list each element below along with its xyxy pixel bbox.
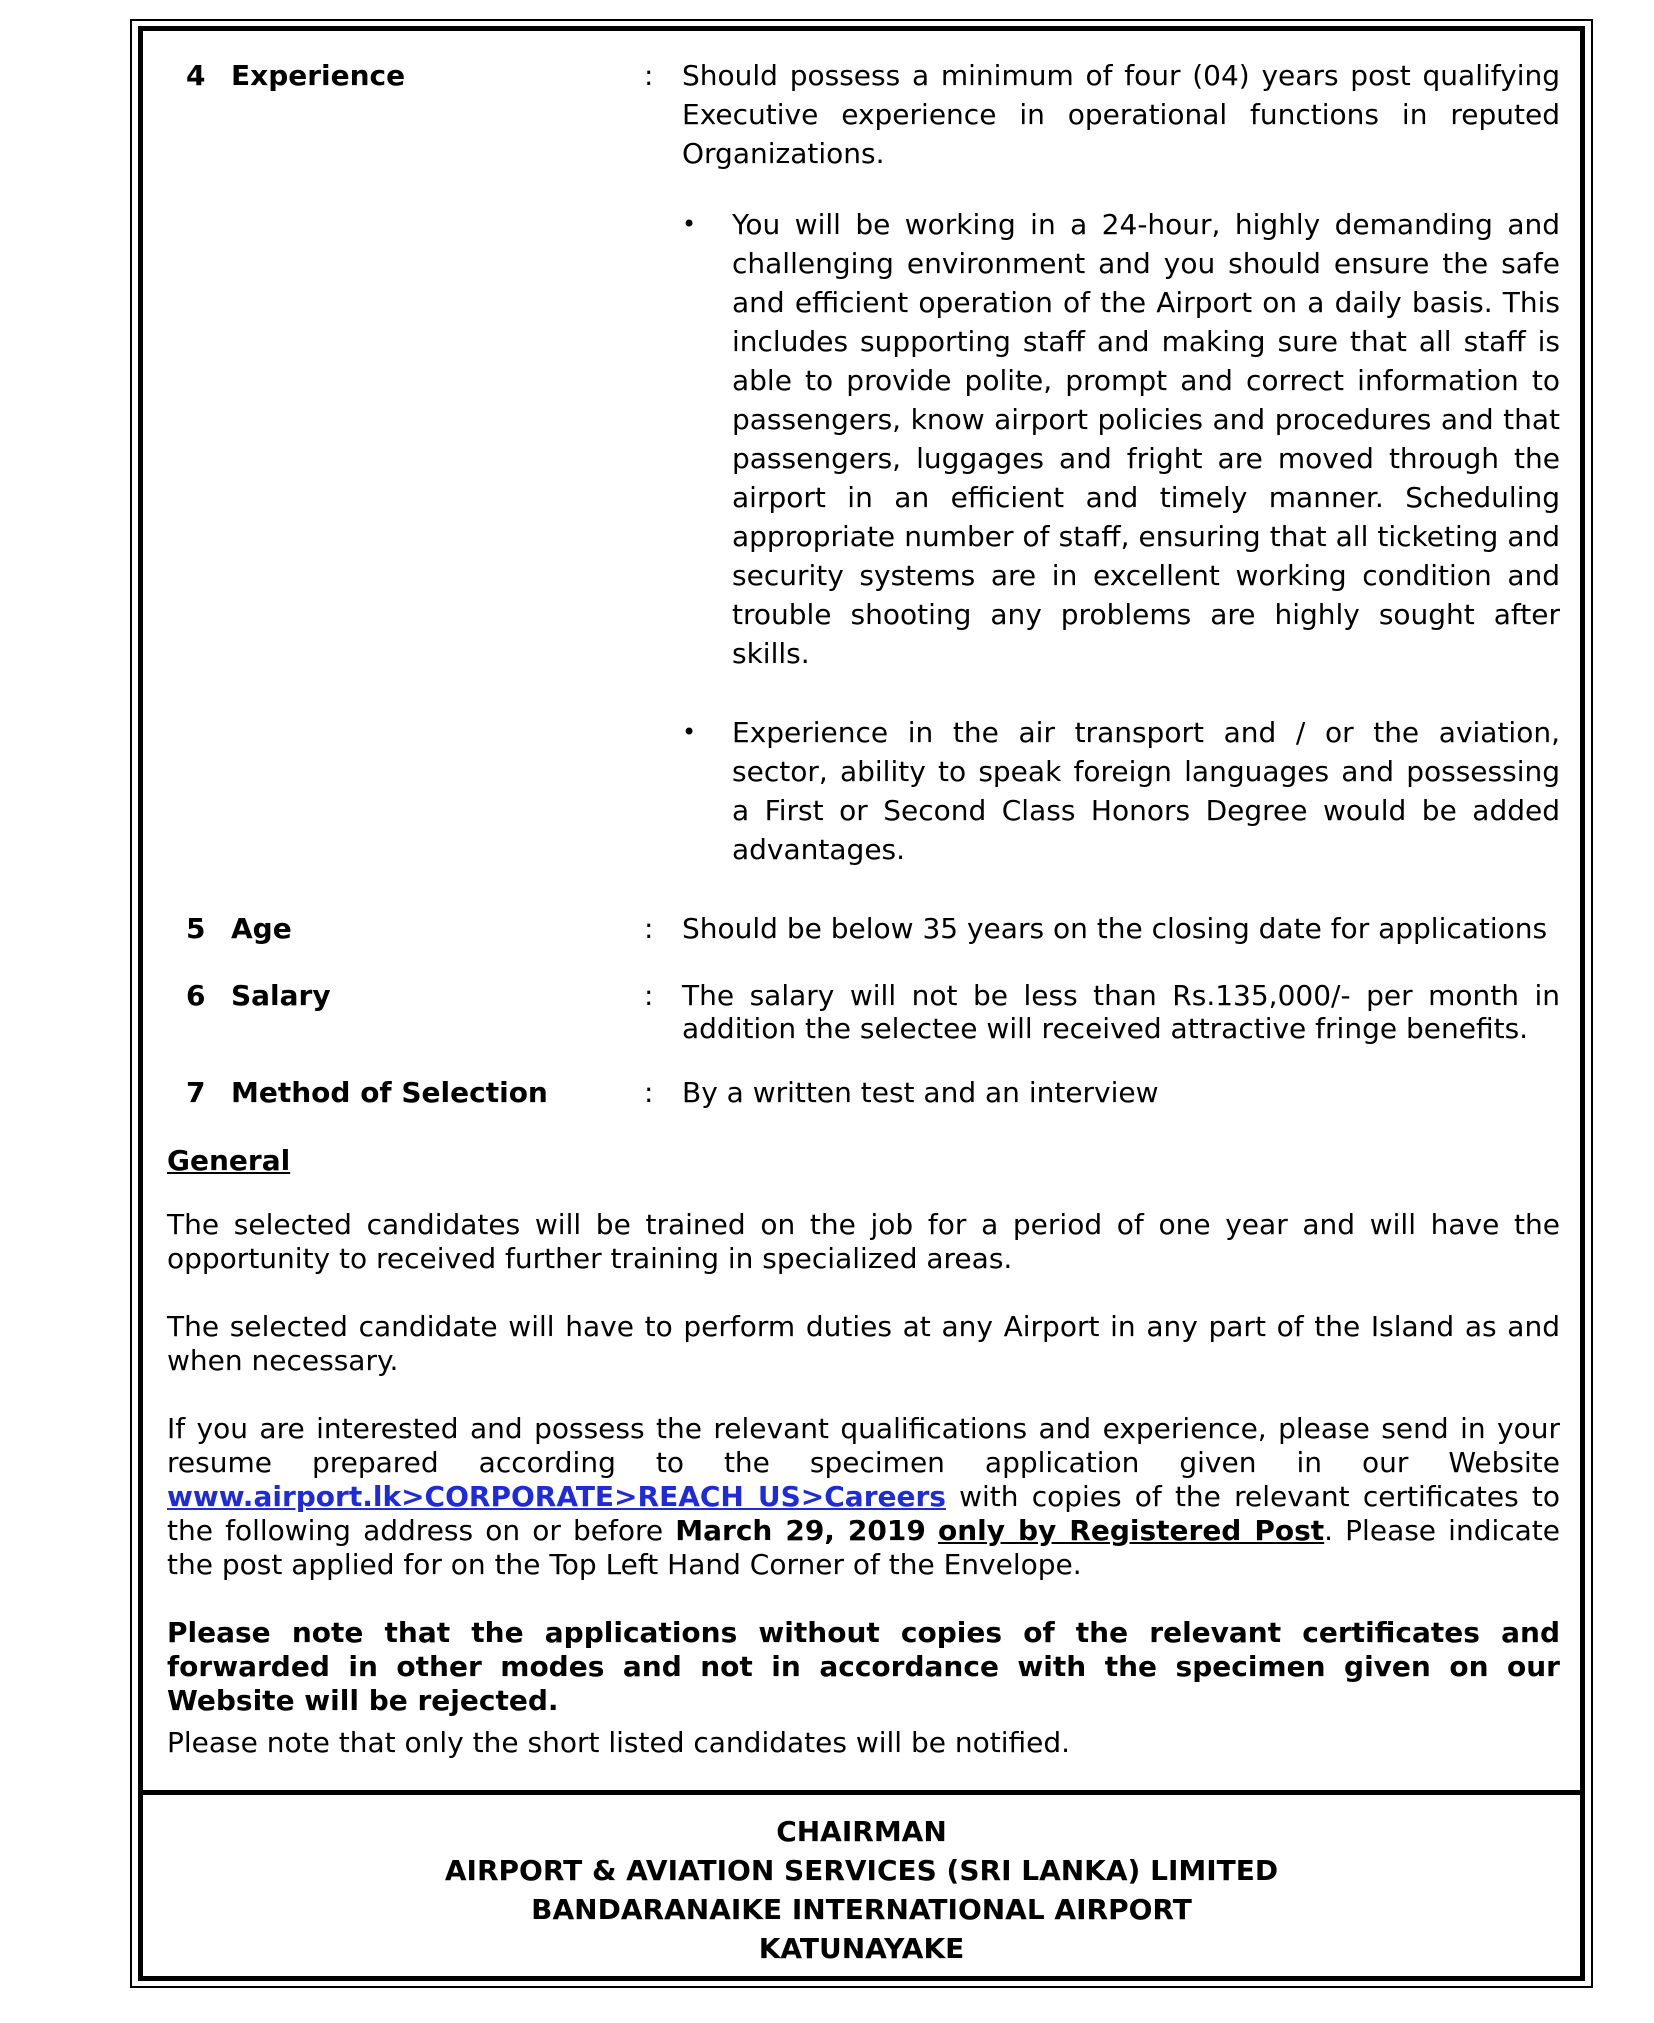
- bullet-icon: •: [682, 210, 697, 238]
- experience-text: Should possess a minimum of four (04) years post qualifying Executive experience in operational functions in reputed Organizations.: [682, 59, 1560, 170]
- signature-organization: AIRPORT & AVIATION SERVICES (SRI LANKA) LIMITED: [444, 1854, 1279, 1887]
- careers-link[interactable]: www.airport.lk>CORPORATE>REACH US>Careers: [167, 1480, 946, 1513]
- bullet-text: Experience in the air transport and / or the aviation, sector, ability to speak foreign languages and possessing a First or Second Class Honors Degree would be added advantages.: [732, 716, 1560, 866]
- item-colon: :: [644, 59, 654, 92]
- item-colon: :: [644, 979, 654, 1012]
- apply-text: [926, 1514, 938, 1547]
- apply-text: with copies of the relevant certificates to the following address on or before: [167, 1480, 1560, 1547]
- item-colon: :: [644, 1076, 654, 1109]
- item-value: By a written test and an interview: [682, 1076, 1159, 1109]
- item-salary: [167, 979, 1560, 1045]
- item-experience: [167, 56, 1560, 869]
- item-number: 6: [186, 979, 206, 1012]
- experience-bullets: [682, 205, 1560, 869]
- signature-airport: BANDARANAIKE INTERNATIONAL AIRPORT: [531, 1893, 1192, 1926]
- bullet-icon: •: [682, 718, 697, 746]
- rejection-note: Please note that the applications without copies of the relevant certificates and forwarded in other modes and not in accordance with the specimen given on our Website will be rejected.: [167, 1616, 1560, 1717]
- item-method-of-selection: [167, 1073, 1560, 1112]
- item-age: [167, 909, 1560, 948]
- item-number: 4: [186, 59, 206, 92]
- signature-block: [143, 1812, 1580, 1968]
- item-label: Age: [231, 912, 292, 945]
- item-value: Should be below 35 years on the closing date for applications: [682, 912, 1548, 945]
- registered-post-note: only by Registered Post: [938, 1514, 1325, 1547]
- item-label: Method of Selection: [231, 1076, 548, 1109]
- closing-date: March 29, 2019: [675, 1514, 926, 1547]
- item-number: 5: [186, 912, 206, 945]
- apply-text: . Please indicate the post applied for on the Top Left Hand Corner of the Envelope.: [167, 1514, 1561, 1581]
- signature-title: CHAIRMAN: [776, 1815, 947, 1848]
- bullet-item: [682, 713, 1560, 869]
- item-number: 7: [186, 1076, 206, 1109]
- item-value: [682, 56, 1560, 869]
- item-colon: :: [644, 912, 654, 945]
- signature-location: KATUNAYAKE: [758, 1932, 965, 1965]
- bullet-text: You will be working in a 24-hour, highly demanding and challenging environment and you should ensure the safe and efficient operation of the Airport on a daily basis. This includes supporting staff and making sure that all staff is able to provide polite, prompt and correct information to passengers, know airport policies and procedures and that passengers, luggages and fright are moved through the airport in an efficient and timely manner. Scheduling appropriate number of staff, ensuring that all ticketing and security systems are in excellent working condition and trouble shooting any problems are highly sought after skills.: [732, 208, 1560, 670]
- item-label: Salary: [231, 979, 331, 1012]
- general-paragraph-training: The selected candidates will be trained on the job for a period of one year and will have the opportunity to received further training in specialized areas.: [167, 1208, 1560, 1275]
- item-label: Experience: [231, 59, 406, 92]
- apply-text: If you are interested and possess the relevant qualifications and experience, please send in your resume prepared according to the specimen application given in our Website: [167, 1412, 1560, 1479]
- signature-divider: [143, 1790, 1580, 1795]
- general-paragraph-apply: [167, 1412, 1560, 1582]
- general-paragraph-duties: The selected candidate will have to perform duties at any Airport in any part of the Island as and when necessary.: [167, 1310, 1560, 1377]
- document-body: [167, 56, 1560, 1760]
- general-heading: General: [167, 1144, 291, 1177]
- shortlist-note: Please note that only the short listed candidates will be notified.: [167, 1726, 1071, 1759]
- item-value: The salary will not be less than Rs.135,000/- per month in addition the selectee will received attractive fringe benefits.: [682, 979, 1560, 1045]
- bullet-item: [682, 205, 1560, 673]
